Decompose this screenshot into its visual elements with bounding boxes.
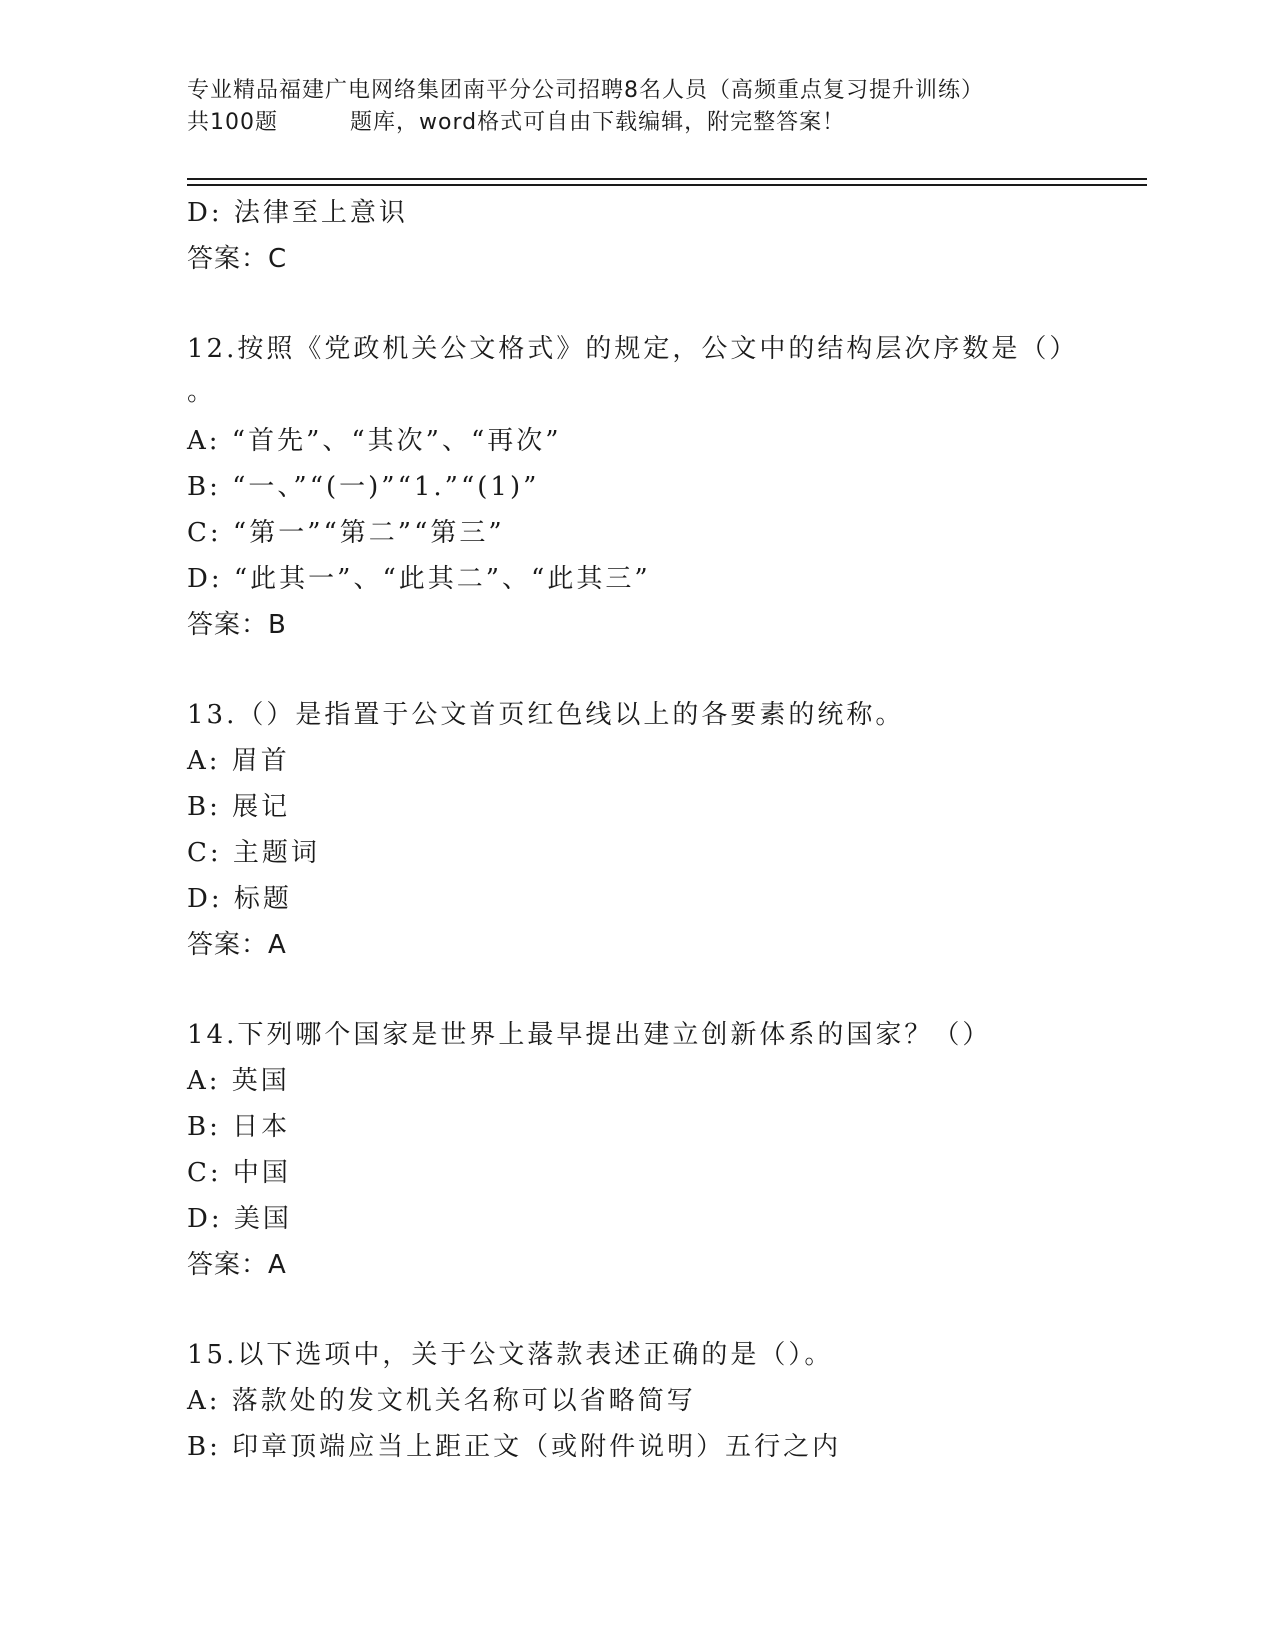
q15-option-b: B: 印章顶端应当上距正文（或附件说明）五行之内 xyxy=(187,1432,842,1462)
question-list xyxy=(187,190,1147,1470)
q13-stem: 13.（）是指置于公文首页红色线以上的各要素的统称。 xyxy=(187,700,905,730)
q12-option-b: B: “一、”“(一)”“1.”“(1)” xyxy=(187,472,540,502)
prev-option-d: D: 法律至上意识 xyxy=(187,198,408,228)
q14-stem: 14.下列哪个国家是世界上最早提出建立创新体系的国家？（） xyxy=(187,1020,992,1050)
q13-option-c: C: 主题词 xyxy=(187,838,320,868)
q14-option-d: D: 美国 xyxy=(187,1204,292,1234)
q15-option-a: A: 落款处的发文机关名称可以省略简写 xyxy=(187,1386,696,1416)
header-question-count: 共100题 xyxy=(187,110,278,135)
q12-option-d: D: “此其一”、“此其二”、“此其三” xyxy=(187,564,651,594)
q12-stem-continuation: 。 xyxy=(187,377,217,407)
q13-answer: 答案：A xyxy=(187,930,287,960)
header-description: 题库，word格式可自由下载编辑，附完整答案！ xyxy=(350,110,846,135)
q14-option-a: A: 英国 xyxy=(187,1066,290,1096)
header-title-line: 专业精品福建广电网络集团南平分公司招聘8名人员（高频重点复习提升训练） xyxy=(187,78,984,103)
q12-answer: 答案：B xyxy=(187,610,287,640)
q12-stem: 12.按照《党政机关公文格式》的规定，公文中的结构层次序数是（） xyxy=(187,334,1079,364)
header-subtitle-line xyxy=(187,107,1147,139)
q13-option-a: A: 眉首 xyxy=(187,746,290,776)
q14-option-c: C: 中国 xyxy=(187,1158,291,1188)
q12-option-a: A: “首先”、“其次”、“再次” xyxy=(187,426,562,456)
q12-option-c: C: “第一”“第二”“第三” xyxy=(187,518,505,548)
q14-option-b: B: 日本 xyxy=(187,1112,291,1142)
q13-option-d: D: 标题 xyxy=(187,884,292,914)
document-header xyxy=(187,75,1147,139)
prev-answer: 答案：C xyxy=(187,244,288,274)
q13-option-b: B: 展记 xyxy=(187,792,291,822)
header-divider-top xyxy=(187,178,1147,180)
q14-answer: 答案：A xyxy=(187,1250,287,1280)
header-divider-bottom xyxy=(187,184,1147,186)
q15-stem: 15.以下选项中，关于公文落款表述正确的是（）。 xyxy=(187,1340,834,1370)
